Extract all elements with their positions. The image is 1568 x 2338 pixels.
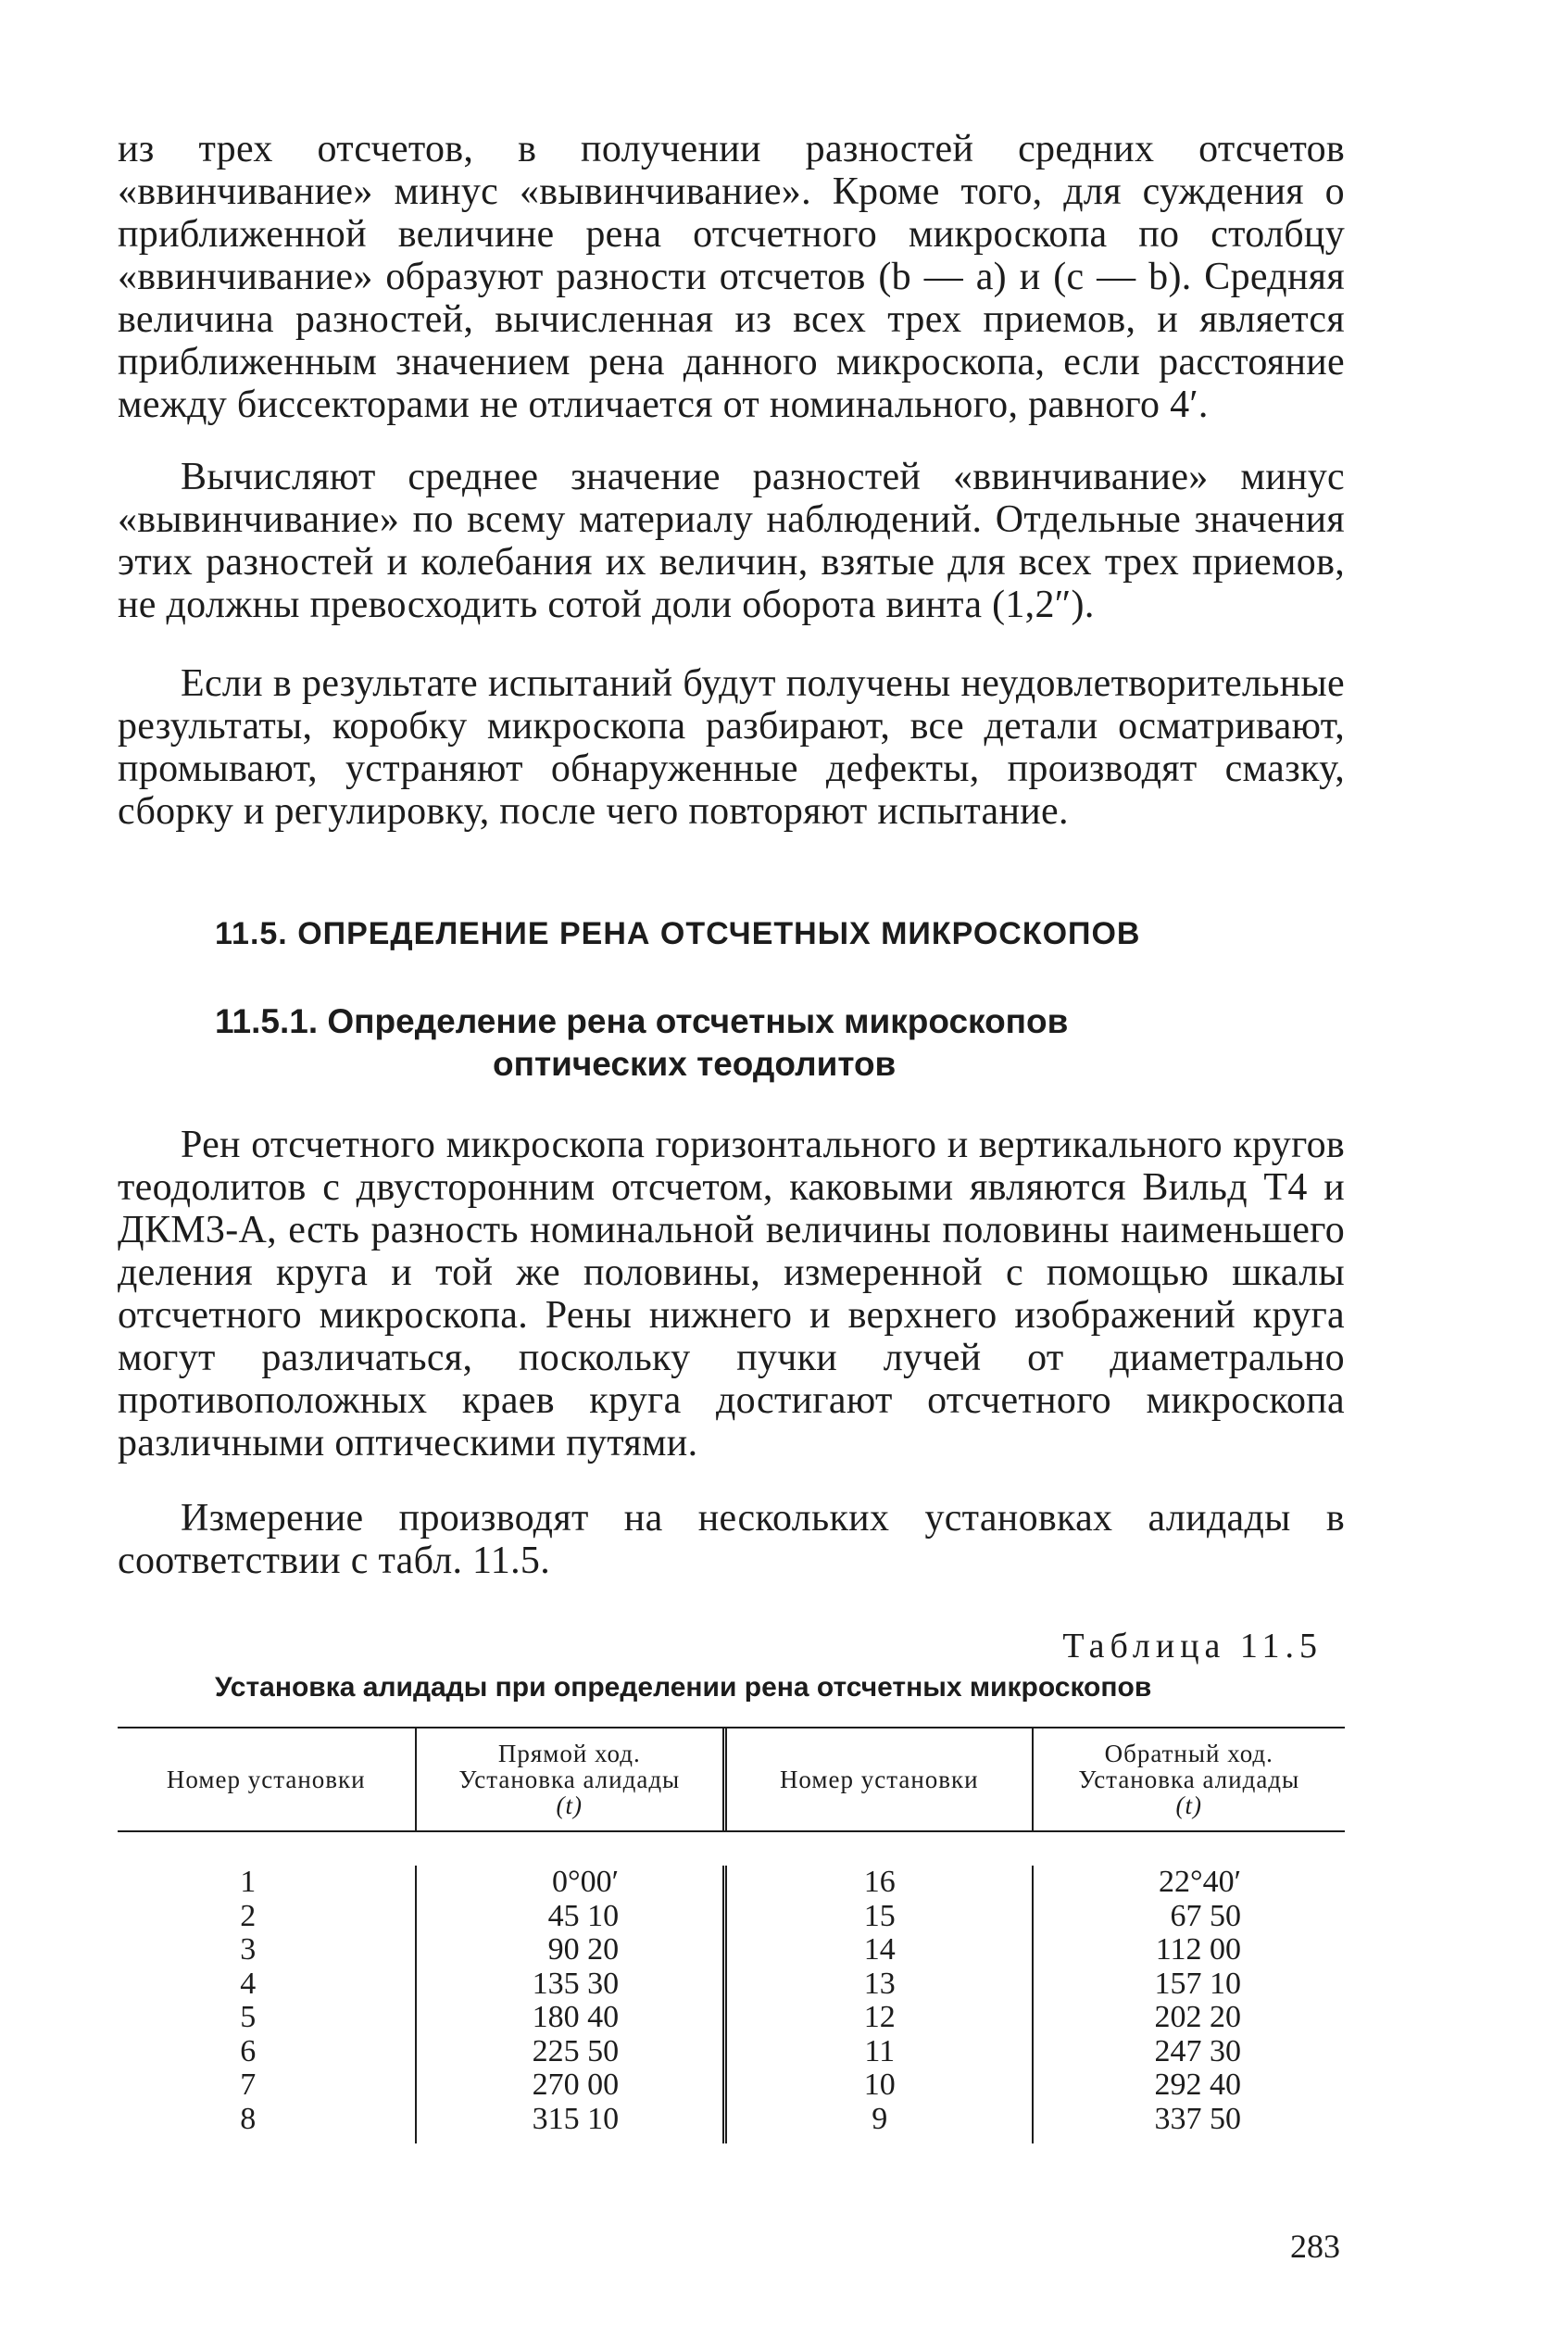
table-cell: 180 40 [532,2000,620,2034]
table-cell: 12 [863,2000,896,2034]
table-cell: 157 10 [1154,1966,1242,2001]
table-label: Таблица 11.5 [1062,1627,1323,1666]
table-cell: 270 00 [532,2068,620,2102]
header-setting-number-2 [722,1728,1032,1830]
header-reverse-run-line3: (t) [1175,1791,1202,1819]
paragraph-3-text: Если в результате испытаний будут получены неудовлетворительные результаты, коробку микроскопа разбирают, все детали осматривают, промывают, устраняют обнаруженные дефекты, производят смазку, сборку и регулировку, после чего повторяют испытание. [118,662,1345,833]
section-heading: 11.5. ОПРЕДЕЛЕНИЕ РЕНА ОТСЧЕТНЫХ МИКРОСКОПОВ [215,916,1141,951]
table-cell: 112 00 [1155,1932,1242,1967]
header-forward-run-line2: Установка алидады [458,1766,681,1793]
paragraph-5-text: Измерение производят на нескольких установках алидады в соответствии с табл. 11.5. [118,1497,1345,1582]
paragraph-5 [118,1497,1345,1582]
table-cell: 0°00′ [552,1865,620,1899]
table-cell: 7 [240,2068,257,2102]
page-number: 283 [1290,2228,1340,2265]
table-cell: 45 10 [547,1898,620,1933]
table-cell: 16 [863,1865,896,1899]
table-cell: 5 [240,2000,257,2034]
paragraph-2-text: Вычисляют среднее значение разностей «ввинчивание» минус «вывинчивание» по всему материалу наблюдений. Отдельные значения этих разностей и колебания их величин, взятые для всех трех приемов, не должны превосходить сотой доли оборота винта (1,2″). [118,456,1345,626]
table-cell: 8 [240,2101,257,2136]
subsection-heading [215,1000,1234,1086]
header-forward-run-line3: (t) [556,1791,583,1819]
table-cell: 22°40′ [1158,1865,1242,1899]
table-cell: 4 [240,1966,257,2001]
table-cell: 13 [863,1966,896,2001]
subsection-heading-line2: оптических теодолитов [493,1045,897,1083]
table-cell: 225 50 [532,2033,620,2068]
table-cell: 67 50 [1170,1898,1242,1933]
header-forward-run-line1: Прямой ход. [497,1740,641,1767]
column-forward-run [415,1866,722,2143]
table-cell: 135 30 [532,1966,620,2001]
paragraph-3 [118,662,1345,833]
table-cell: 292 40 [1154,2068,1242,2102]
column-setting-number-2 [722,1866,1032,2143]
table-cell: 10 [863,2068,896,2102]
table-cell: 247 30 [1154,2033,1242,2068]
subsection-heading-line1: 11.5.1. Определение рена отсчетных микроскопов [215,1002,1069,1040]
header-setting-number-label: Номер установки [166,1766,366,1793]
table-cell: 315 10 [532,2101,620,2136]
paragraph-4 [118,1124,1345,1464]
paragraph-2 [118,456,1345,626]
alidade-settings-table [118,1727,1345,2143]
table-cell: 3 [240,1932,257,1967]
table-body [118,1832,1345,2143]
header-reverse-run-line2: Установка алидады [1078,1766,1300,1793]
column-reverse-run [1032,1866,1345,2143]
table-cell: 6 [240,2033,257,2068]
table-cell: 11 [864,2033,896,2068]
table-cell: 337 50 [1154,2101,1242,2136]
table-cell: 90 20 [547,1932,620,1967]
header-reverse-run-line1: Обратный ход. [1104,1740,1273,1767]
table-cell: 15 [863,1898,896,1933]
paragraph-4-text: Рен отсчетного микроскопа горизонтального и вертикального кругов теодолитов с двусторонним отсчетом, каковыми являются Вильд Т4 и ДКМ3-А, есть разность номинальной величины половины наименьшего деления круга и той же половины, измеренной с помощью шкалы отсчетного микроскопа. Рены нижнего и верхнего изображений круга могут различаться, поскольку пучки лучей от диаметрально противоположных краев круга достигают отсчетного микроскопа различными оптическими путями. [118,1124,1345,1464]
table-cell: 202 20 [1154,2000,1242,2034]
table-cell: 14 [863,1932,896,1967]
paragraph-1-text: из трех отсчетов, в получении разностей средних отсчетов «ввинчивание» минус «вывинчивание». Кроме того, для суждения о приближенной величине рена отсчетного микроскопа по столбцу «ввинчивание» образуют разности отсчетов (b — a) и (c — b). Средняя величина разностей, вычисленная из всех трех приемов, и является приближенным значением рена данного микроскопа, если расстояние между биссекторами не отличается от номинального, равного 4′. [118,128,1345,426]
table-title: Установка алидады при определении рена отсчетных микроскопов [215,1672,1152,1703]
table-cell: 2 [240,1898,257,1933]
table-cell: 1 [240,1865,257,1899]
table-cell: 9 [872,2101,888,2136]
header-setting-number [118,1728,415,1830]
header-forward-run [415,1728,723,1830]
header-setting-number-2-label: Номер установки [779,1766,979,1793]
paragraph-1 [118,128,1345,426]
header-reverse-run [1032,1728,1345,1830]
column-setting-number [118,1866,415,2143]
table-header-row [118,1727,1345,1832]
